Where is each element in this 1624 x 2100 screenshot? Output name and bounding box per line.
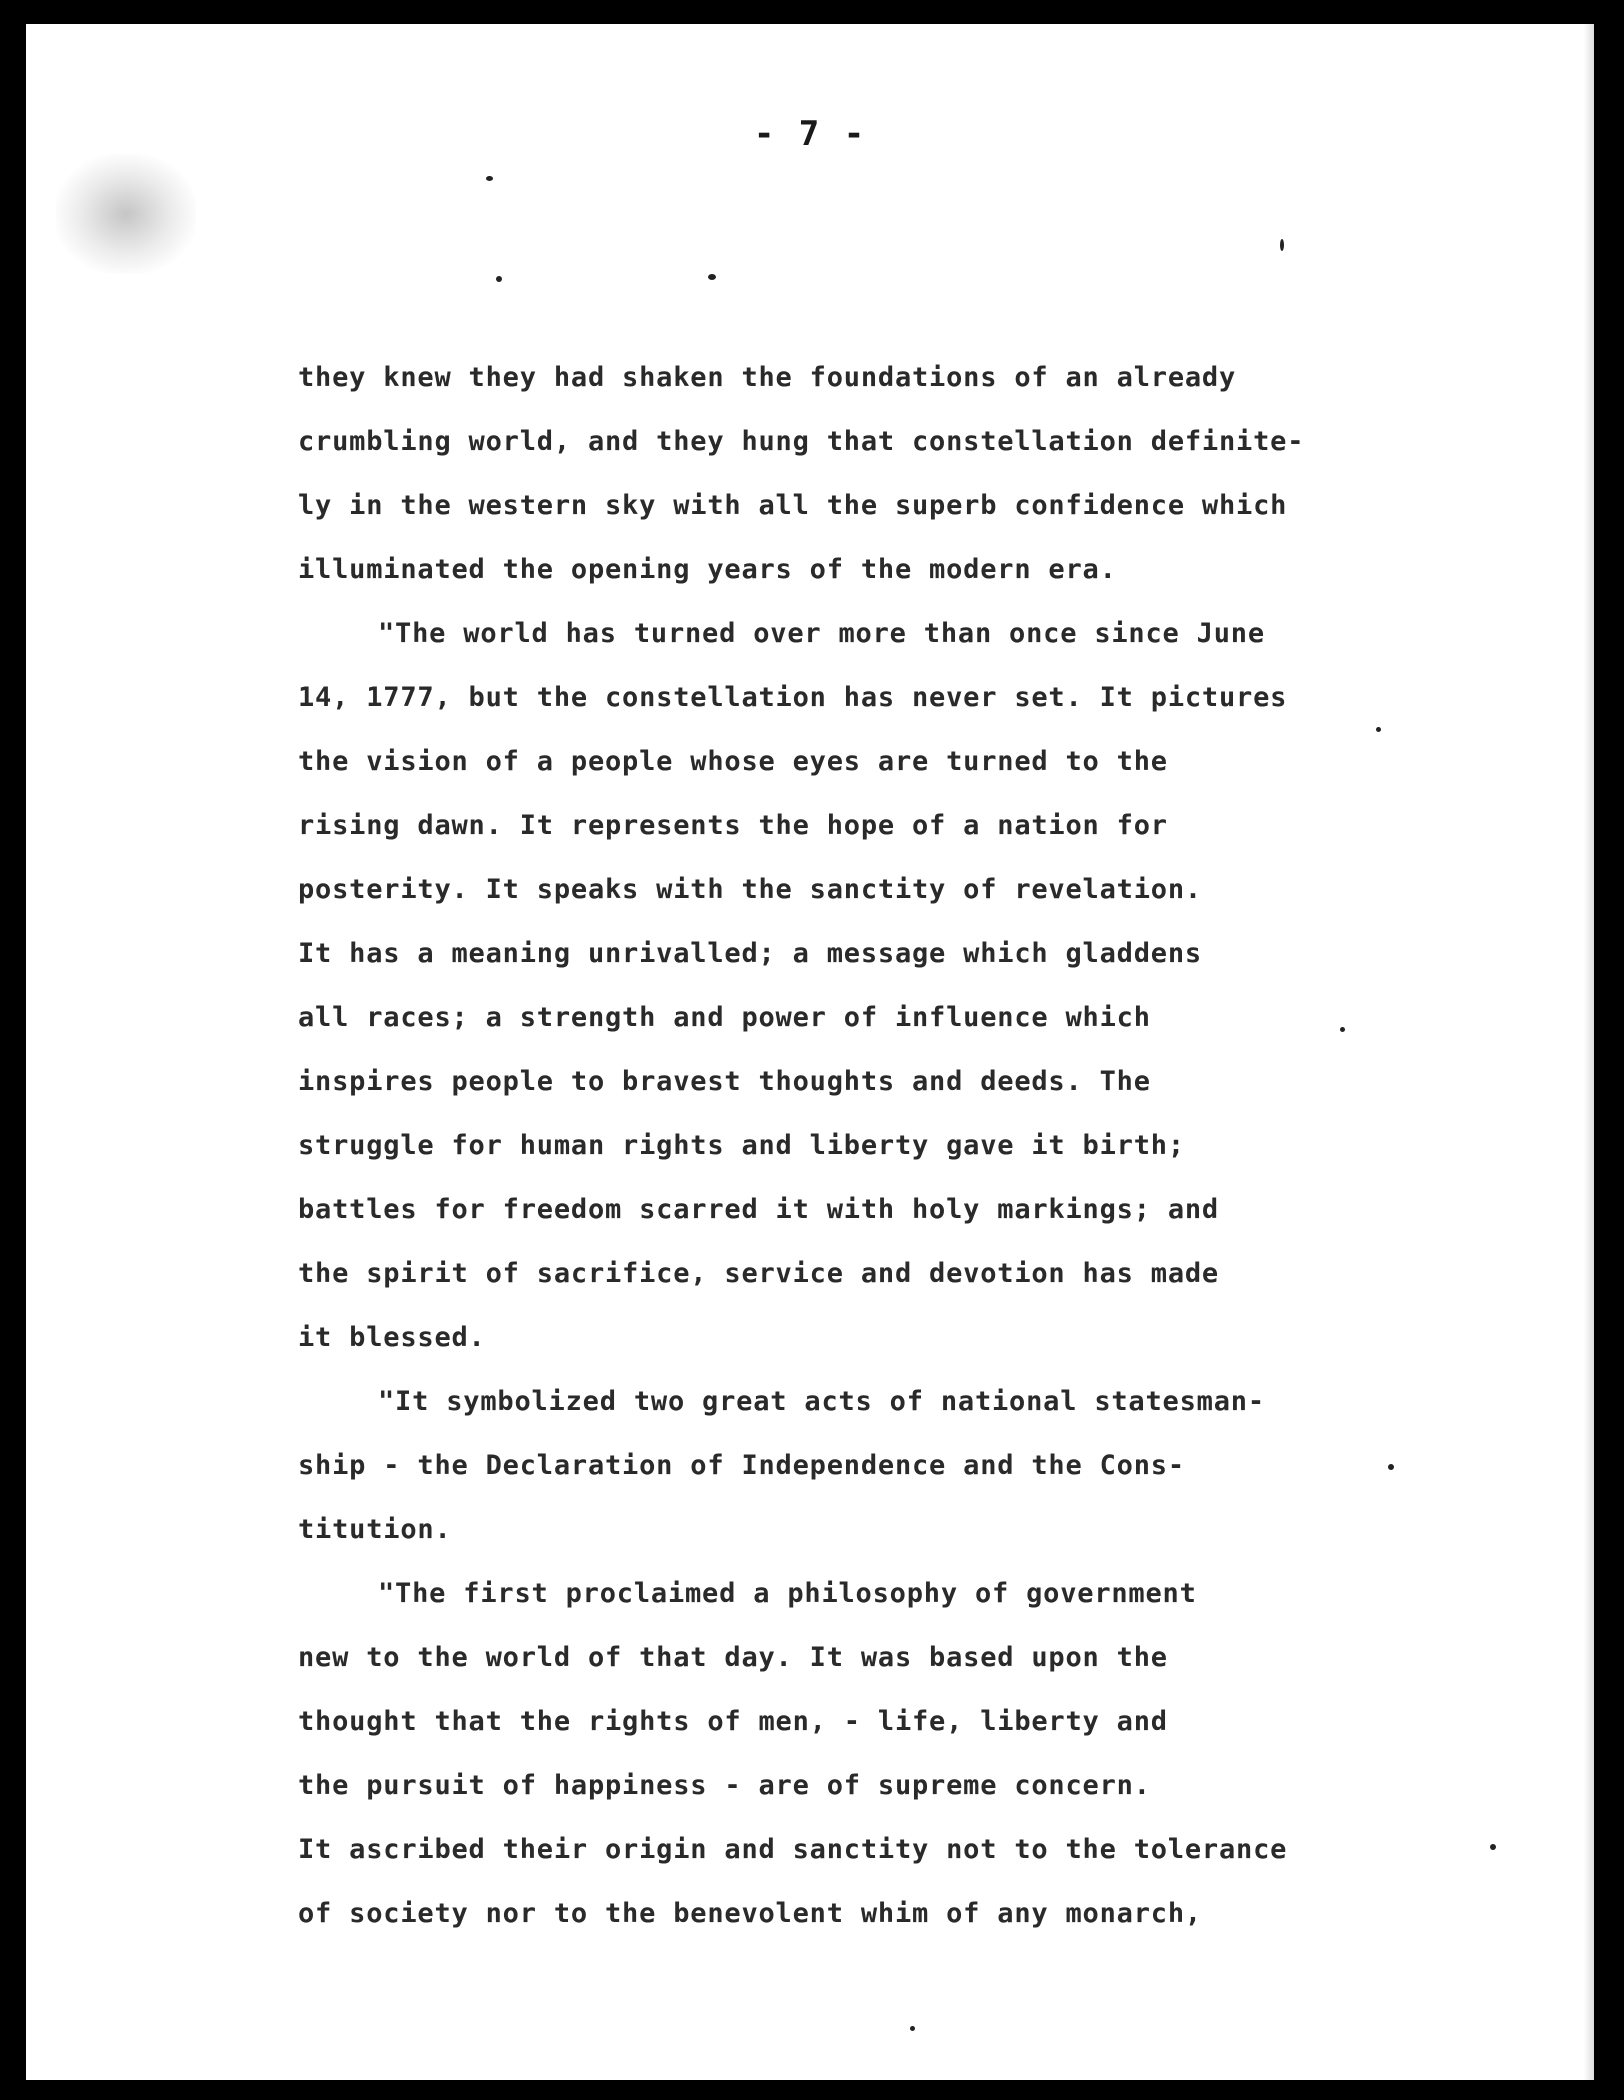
text-line: titution. (298, 1514, 452, 1545)
page-number: - 7 - (753, 114, 867, 154)
ink-speck (486, 176, 493, 181)
ink-speck (496, 276, 502, 282)
text-line: thought that the rights of men, - life, liberty and (298, 1706, 1168, 1737)
text-line: 14, 1777, but the constellation has never set. It pictures (298, 682, 1288, 713)
text-line: ship - the Declaration of Independence and the Cons- (298, 1450, 1185, 1481)
text-line: new to the world of that day. It was based upon the (298, 1642, 1168, 1673)
text-line: crumbling world, and they hung that constellation definite- (298, 426, 1305, 457)
text-line: illuminated the opening years of the modern era. (298, 554, 1117, 585)
ink-speck (708, 274, 716, 280)
text-line: the pursuit of happiness - are of supreme concern. (298, 1770, 1151, 1801)
ink-smudge (56, 154, 196, 274)
text-line: ly in the western sky with all the superb confidence which (298, 490, 1288, 521)
text-line: rising dawn. It represents the hope of a nation for (298, 810, 1168, 841)
page-edge (1584, 24, 1594, 2080)
text-line: "The world has turned over more than once since June (378, 618, 1265, 649)
text-line: the spirit of sacrifice, service and devotion has made (298, 1258, 1219, 1289)
text-line: "It symbolized two great acts of national statesman- (378, 1386, 1265, 1417)
text-line: battles for freedom scarred it with holy markings; and (298, 1194, 1219, 1225)
text-line: of society nor to the benevolent whim of any monarch, (298, 1898, 1202, 1929)
text-line: It has a meaning unrivalled; a message which gladdens (298, 938, 1202, 969)
ink-speck (1490, 1844, 1496, 1850)
document-page (26, 24, 1594, 2080)
text-line: struggle for human rights and liberty gave it birth; (298, 1130, 1185, 1161)
text-line: "The first proclaimed a philosophy of government (378, 1578, 1197, 1609)
ink-speck (910, 2026, 915, 2031)
text-line: the vision of a people whose eyes are turned to the (298, 746, 1168, 777)
text-line: they knew they had shaken the foundations of an already (298, 362, 1237, 393)
text-line: posterity. It speaks with the sanctity of revelation. (298, 874, 1202, 905)
text-line: inspires people to bravest thoughts and deeds. The (298, 1066, 1151, 1097)
text-line: it blessed. (298, 1322, 486, 1353)
ink-speck (1280, 239, 1284, 251)
text-line: It ascribed their origin and sanctity not to the tolerance (298, 1834, 1288, 1865)
text-line: all races; a strength and power of influence which (298, 1002, 1151, 1033)
body-text (298, 346, 1478, 1946)
